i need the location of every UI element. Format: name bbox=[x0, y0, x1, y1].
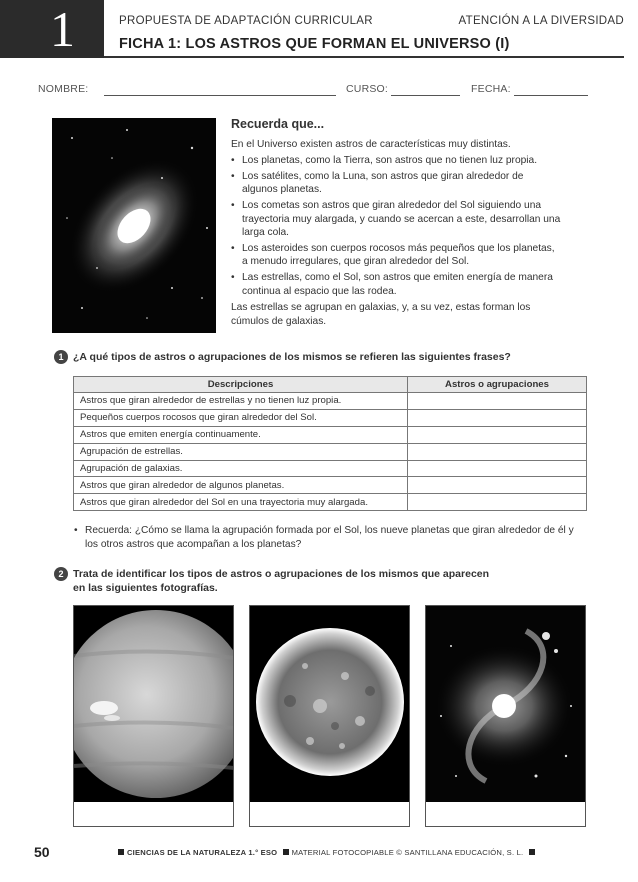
answer-cell[interactable] bbox=[408, 477, 587, 494]
table-row bbox=[74, 393, 587, 410]
photo-frame-1 bbox=[73, 605, 234, 827]
description-cell: Astros que giran alrededor de estrellas y no tienen luz propia. bbox=[74, 393, 408, 410]
page-number: 50 bbox=[34, 844, 50, 860]
photo-frame-2 bbox=[249, 605, 410, 827]
answer-cell[interactable] bbox=[408, 443, 587, 460]
question-1-reminder: • Recuerda: ¿Cómo se llama la agrupación formada por el Sol, los nueve planetas que giran alrededor de él y los otros astros que acompañan a los planetas? bbox=[74, 524, 574, 552]
question-2-number: 2 bbox=[54, 567, 68, 581]
table-header-row bbox=[74, 377, 587, 393]
recuerda-closing: Las estrellas se agrupan en galaxias, y, a su vez, estas forman los cúmulos de galaxias. bbox=[231, 302, 531, 327]
planet-photo-icon bbox=[74, 606, 233, 802]
description-cell: Astros que giran alrededor del Sol en una trayectoria muy alargada. bbox=[74, 494, 408, 511]
square-bullet-icon bbox=[283, 849, 289, 855]
table-header-astros: Astros o agrupaciones bbox=[408, 377, 587, 393]
unit-badge bbox=[0, 0, 104, 58]
footer-subject: CIENCIAS DE LA NATURALEZA 1.° ESO bbox=[127, 848, 278, 857]
header-left-label: PROPUESTA DE ADAPTACIÓN CURRICULAR bbox=[119, 15, 373, 27]
answer-cell[interactable] bbox=[408, 460, 587, 477]
answer-cell[interactable] bbox=[408, 393, 587, 410]
description-cell: Astros que emiten energía continuamente. bbox=[74, 426, 408, 443]
table-row bbox=[74, 477, 587, 494]
square-bullet-icon bbox=[529, 849, 535, 855]
header-right-label: ATENCIÓN A LA DIVERSIDAD bbox=[458, 15, 624, 27]
description-cell: Agrupación de estrellas. bbox=[74, 443, 408, 460]
table-header-descripciones: Descripciones bbox=[74, 377, 408, 393]
list-item: • Los planetas, como la Tierra, son astros que no tienen luz propia. bbox=[231, 154, 561, 168]
spiral-galaxy-photo bbox=[52, 118, 216, 333]
description-cell: Agrupación de galaxias. bbox=[74, 460, 408, 477]
fecha-field[interactable] bbox=[514, 95, 588, 96]
curso-field[interactable] bbox=[391, 95, 460, 96]
unit-number: 1 bbox=[50, 1, 75, 57]
table-row bbox=[74, 494, 587, 511]
table-row bbox=[74, 443, 587, 460]
recuerda-intro: En el Universo existen astros de características muy distintas. bbox=[231, 138, 511, 150]
recuerda-title: Recuerda que... bbox=[231, 117, 325, 131]
footer-copyright: MATERIAL FOTOCOPIABLE © SANTILLANA EDUCACIÓN, S. L. bbox=[291, 848, 524, 857]
answer-cell[interactable] bbox=[408, 426, 587, 443]
curso-label: CURSO: bbox=[346, 83, 389, 95]
recuerda-section bbox=[231, 118, 561, 331]
nombre-label: NOMBRE: bbox=[38, 83, 89, 95]
sun-photo-icon bbox=[250, 606, 409, 802]
answer-cell[interactable] bbox=[408, 409, 587, 426]
nombre-field[interactable] bbox=[104, 95, 336, 96]
header-rule bbox=[104, 56, 624, 58]
page-title: FICHA 1: LOS ASTROS QUE FORMAN EL UNIVERSO (I) bbox=[119, 36, 510, 52]
footer bbox=[118, 848, 538, 857]
question-2-text: Trata de identificar los tipos de astros o agrupaciones de los mismos que aparecen en las siguientes fotografías. bbox=[73, 568, 490, 594]
table-row bbox=[74, 426, 587, 443]
list-item: • Los cometas son astros que giran alrededor del Sol siguiendo una trayectoria muy alargada, y cuando se acercan a este, desarrollan una larga cola. bbox=[231, 199, 561, 240]
descriptions-table bbox=[73, 376, 587, 511]
list-item: • Las estrellas, como el Sol, son astros que emiten energía de manera continua al espacio que las rodea. bbox=[231, 271, 561, 298]
list-item: • Los satélites, como la Luna, son astros que giran alrededor de algunos planetas. bbox=[231, 170, 561, 197]
question-1-text: ¿A qué tipos de astros o agrupaciones de los mismos se refieren las siguientes frases? bbox=[73, 351, 511, 363]
list-item: • Los asteroides son cuerpos rocosos más pequeños que los planetas, a menudo irregulares, que giran alrededor del Sol. bbox=[231, 242, 561, 269]
table-row bbox=[74, 460, 587, 477]
answer-cell[interactable] bbox=[408, 494, 587, 511]
fecha-label: FECHA: bbox=[471, 83, 511, 95]
recuerda-list bbox=[231, 154, 561, 298]
photo-frame-3 bbox=[425, 605, 586, 827]
question-1-number: 1 bbox=[54, 350, 68, 364]
galaxy-photo-icon bbox=[426, 606, 585, 802]
description-cell: Astros que giran alrededor de algunos planetas. bbox=[74, 477, 408, 494]
description-cell: Pequeños cuerpos rocosos que giran alrededor del Sol. bbox=[74, 409, 408, 426]
square-bullet-icon bbox=[118, 849, 124, 855]
table-row bbox=[74, 409, 587, 426]
